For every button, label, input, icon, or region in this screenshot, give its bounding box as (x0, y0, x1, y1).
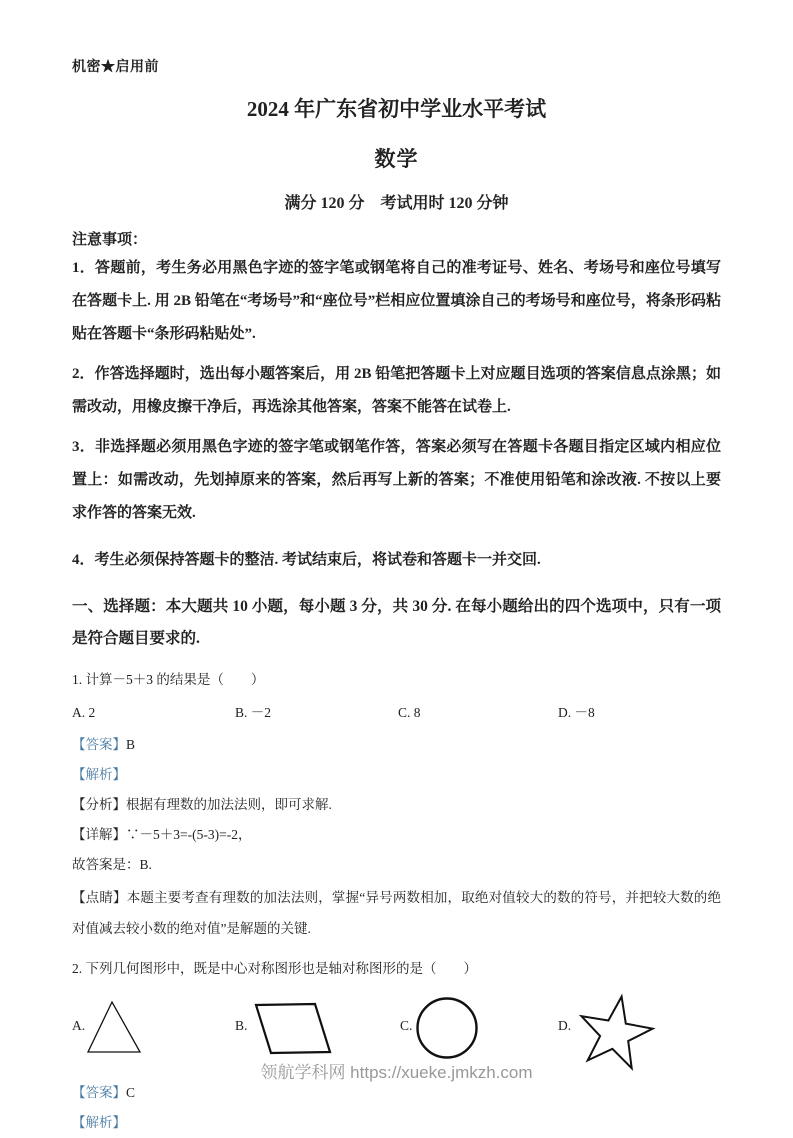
question-2-stem: 2. 下列几何图形中，既是中心对称图形也是轴对称图形的是（ ） (72, 961, 477, 976)
notice-item-3: 3．非选择题必须用黑色字迹的签字笔或钢笔作答，答案必须写在答题卡各题目指定区域内相应位置上：如需改动，先划掉原来的答案，然后再写上新的答案；不准使用铅笔和涂改液. 不按以上要求作答的答案无效. (72, 439, 721, 521)
q1-xiangjie-line: 【详解】∵－5＋3=-(5-3)=-2， (72, 827, 252, 842)
q1-option-d: D. －8 (558, 705, 595, 720)
q1-analysis-label-line (72, 760, 721, 790)
q1-option-b: B. －2 (235, 705, 272, 720)
exam-subject: 数学 (374, 147, 419, 171)
question-1-options (72, 698, 721, 728)
notice-item-2: 2．作答选择题时，选出每小题答案后，用 2B 铅笔把答题卡上对应题目选项的答案信息点涂黑；如需改动，用橡皮擦干净后，再选涂其他答案，答案不能答在试卷上. (72, 366, 721, 415)
q2-analysis-label-line (72, 1108, 721, 1138)
q1-dianjing-line: 【点睛】本题主要考查有理数的加法法则，掌握“异号两数相加，取绝对值较大的数的符号，并把较大数的绝对值减去较小数的绝对值”是解题的关键. (72, 890, 721, 936)
q1-conclusion-line: 故答案是：B. (72, 857, 152, 872)
analysis-label: 【解析】 (72, 767, 126, 782)
q2-option-d-label: D. (558, 1018, 572, 1033)
notice-item-1: 1．答题前，考生务必用黑色字迹的签字笔或钢笔将自己的准考证号、姓名、考场号和座位号填写在答题卡上. 用 2B 铅笔在“考场号”和“座位号”栏相应位置填涂自己的考场号和座位号，将条形码粘贴在答题卡“条形码粘贴处”. (72, 260, 721, 342)
exam-title: 2024 年广东省初中学业水平考试 (246, 97, 547, 121)
site-watermark: 领航学科网 https://xueke.jmkzh.com (260, 1063, 533, 1082)
q2-option-b-label: B. (235, 1018, 248, 1033)
q2-option-a-label: A. (72, 1018, 86, 1033)
q1-option-c: C. 8 (398, 705, 421, 720)
notice-item-4: 4．考生必须保持答题卡的整洁. 考试结束后，将试卷和答题卡一并交回. (72, 552, 541, 568)
q1-fenxi-line: 【分析】根据有理数的加法法则，即可求解. (72, 797, 332, 812)
notice-heading: 注意事项： (72, 232, 148, 248)
q1-answer-value: B (126, 737, 136, 752)
question-1-stem: 1. 计算－5＋3 的结果是（ ） (72, 672, 265, 687)
section-1-heading: 一、选择题：本大题共 10 小题，每小题 3 分，共 30 分. 在每小题给出的四个选项中，只有一项是符合题目要求的. (72, 598, 721, 647)
q2-option-c-label: C. (400, 1018, 413, 1033)
analysis-label: 【解析】 (72, 1115, 126, 1130)
q1-option-a: A. 2 (72, 705, 96, 720)
triangle-shape-icon (85, 999, 143, 1055)
confidential-banner: 机密★启用前 (72, 60, 159, 75)
answer-label: 【答案】 (72, 1085, 126, 1100)
q2-answer-value: C (126, 1085, 136, 1100)
circle-shape-icon (415, 996, 479, 1060)
answer-label: 【答案】 (72, 737, 126, 752)
q1-answer-line (72, 730, 721, 760)
parallelogram-shape-icon (248, 1000, 338, 1058)
exam-score-info: 满分 120 分 考试用时 120 分钟 (284, 195, 509, 212)
